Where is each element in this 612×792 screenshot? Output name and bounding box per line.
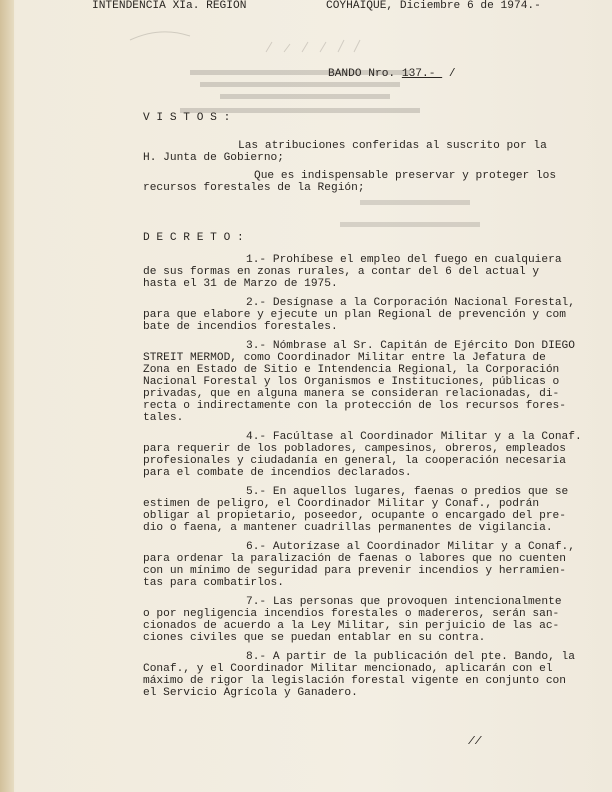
text-line: 8.- A partir de la publicación del pte. Bando, la bbox=[246, 651, 575, 663]
text-line: recursos forestales de la Región; bbox=[143, 182, 365, 194]
text-line: 6.- Autorízase al Coordinador Militar y a Conaf., bbox=[246, 541, 575, 553]
text-line: hasta el 31 de Marzo de 1975. bbox=[143, 278, 338, 290]
continuation-mark: // bbox=[468, 736, 482, 748]
text-line: 7.- Las personas que provoquen intencionalmente bbox=[246, 596, 562, 608]
text-line: bate de incendios forestales. bbox=[143, 321, 338, 333]
text-line: para el combate de incendios declarados. bbox=[143, 467, 412, 479]
text-line: H. Junta de Gobierno; bbox=[143, 152, 284, 164]
bando-label: BANDO Nro. bbox=[328, 68, 402, 80]
text-line: o por negligencia incendios forestales o madereros, serán san- bbox=[143, 608, 560, 620]
paper-edge bbox=[0, 0, 14, 792]
text-line: 4.- Facúltase al Coordinador Militar y a la Conaf. bbox=[246, 431, 582, 443]
decreto-heading: D E C R E T O : bbox=[143, 232, 244, 244]
text-line: profesionales y ciudadanía en general, la cooperación necesaria bbox=[143, 455, 566, 467]
bando-num: 137.- bbox=[401, 68, 443, 80]
text-line: dio o faena, a mantener cuadrillas permanentes de vigilancia. bbox=[143, 522, 553, 534]
text-line: ciones civiles que se puedan entablar en su contra. bbox=[143, 632, 486, 644]
text-line: Zona en Estado de Sitio e Intendencia Regional, la Corporación bbox=[143, 364, 560, 376]
text-line: Las atribuciones conferidas al suscrito por la bbox=[238, 140, 547, 152]
text-line: para ordenar la paralización de faenas o labores que no cuenten bbox=[143, 553, 566, 565]
text-line: tales. bbox=[143, 412, 184, 424]
text-line: Conaf., y el Coordinador Militar mencionado, aplicarán con el bbox=[143, 663, 553, 675]
bando-suffix: / bbox=[442, 68, 456, 80]
bando-number bbox=[328, 68, 456, 80]
text-line: estimen de peligro, el Coordinador Militar y Conaf., podrán bbox=[143, 498, 540, 510]
text-line: de sus formas en zonas rurales, a contar del 6 del actual y bbox=[143, 266, 540, 278]
bleed-through-stamp-lower bbox=[330, 192, 490, 242]
text-line: STREIT MERMOD, como Coordinador Militar entre la Jefatura de bbox=[143, 352, 546, 364]
text-line: privadas, que en alguna manera se consideran relacionadas, di- bbox=[143, 388, 560, 400]
text-line: 2.- Desígnase a la Corporación Nacional Forestal, bbox=[246, 297, 575, 309]
text-line: cionados de acuerdo a la Ley Militar, sin perjuicio de las ac- bbox=[143, 620, 560, 632]
text-line: para requerir de los pobladores, campesinos, obreros, empleados bbox=[143, 443, 566, 455]
text-line: recta o indirectamente con la protección de los recursos fores- bbox=[143, 400, 566, 412]
text-line: el Servicio Agrícola y Ganadero. bbox=[143, 687, 358, 699]
text-line: Que es indispensable preservar y proteger los bbox=[254, 170, 557, 182]
text-line: 5.- En aquellos lugares, faenas o predios que se bbox=[246, 486, 569, 498]
text-line: 3.- Nómbrase al Sr. Capitán de Ejército Don DIEGO bbox=[246, 340, 575, 352]
vistos-heading: V I S T O S : bbox=[143, 112, 231, 124]
text-line: tas para combatirlos. bbox=[143, 577, 284, 589]
text-line: 1.- Prohíbese el empleo del fuego en cualquiera bbox=[246, 254, 562, 266]
text-line: obligar al propietario, poseedor, ocupante o encargado del pre- bbox=[143, 510, 566, 522]
text-line: con un mínimo de seguridad para prevenir incendios y herramien- bbox=[143, 565, 566, 577]
header-date: COYHAIQUE, Diciembre 6 de 1974.- bbox=[326, 0, 541, 12]
text-line: para que elabore y ejecute un plan Regional de prevención y com bbox=[143, 309, 566, 321]
text-line: máximo de rigor la legislación forestal vigente en conjunto con bbox=[143, 675, 566, 687]
header-office: INTENDENCIA XIa. REGION bbox=[92, 0, 247, 12]
text-line: Nacional Forestal y los Organismos e Instituciones, públicas o bbox=[143, 376, 560, 388]
